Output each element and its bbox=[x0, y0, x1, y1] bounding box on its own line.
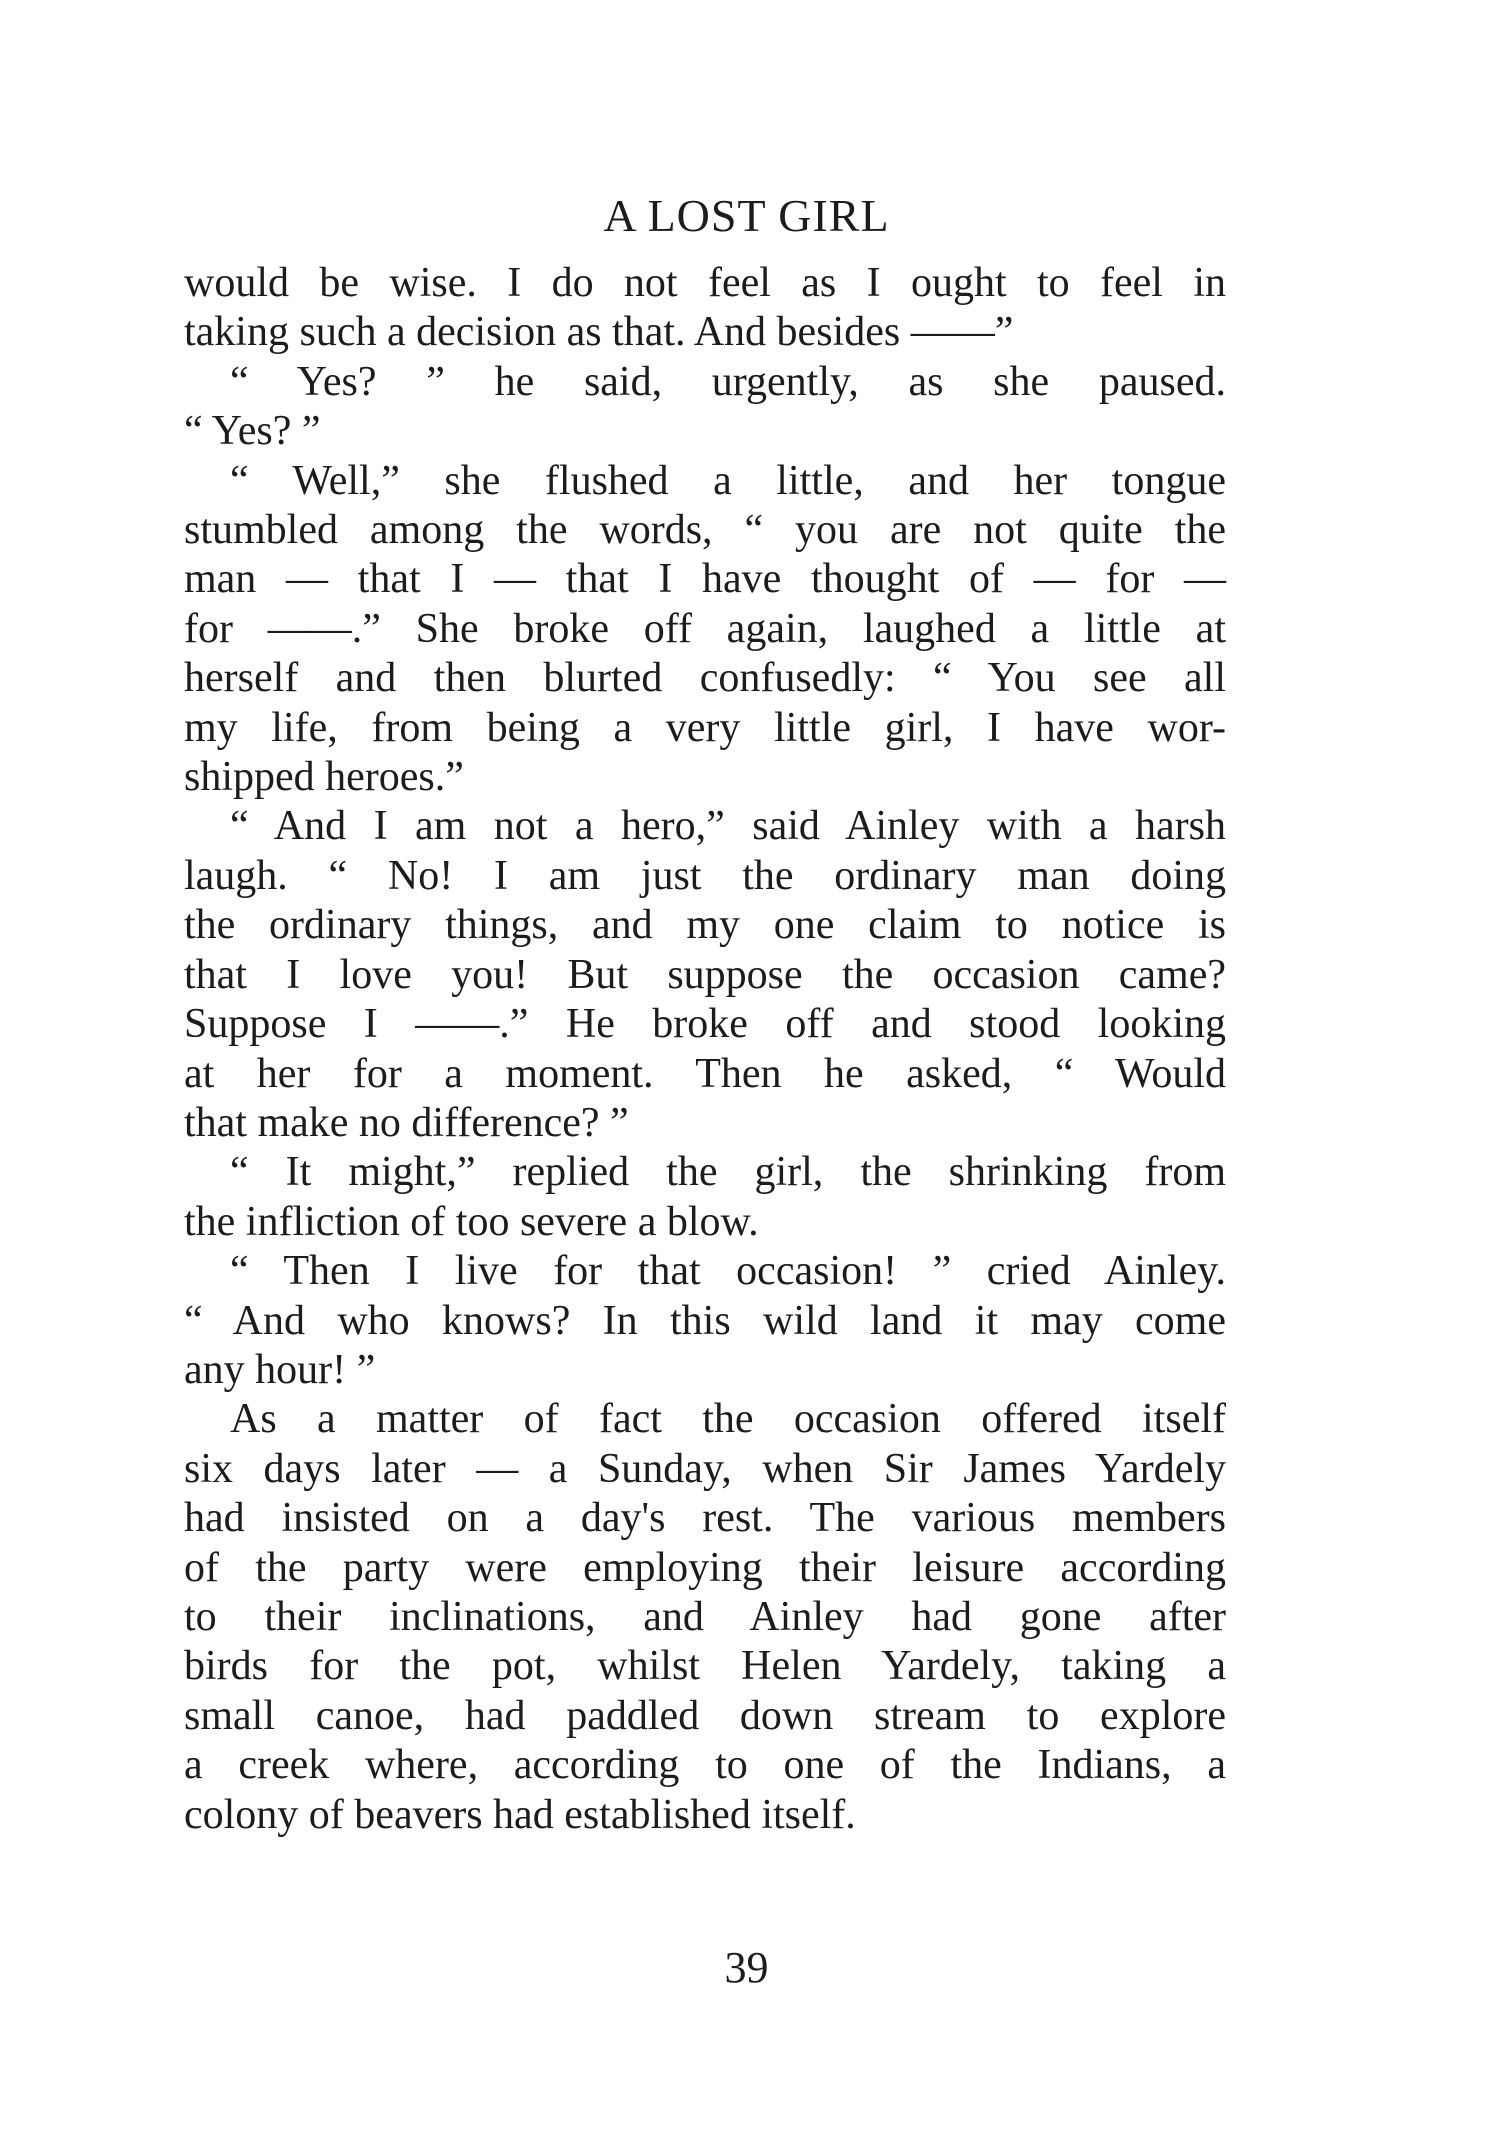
text-line: small canoe, had paddled down stream to explore bbox=[184, 1692, 1226, 1739]
text-line: stumbled among the words, “ you are not quite the bbox=[184, 507, 1226, 554]
text-line: the ordinary things, and my one claim to notice is bbox=[184, 902, 1226, 949]
running-head: A LOST GIRL bbox=[603, 190, 890, 241]
text-line: “ Well,” she flushed a little, and her tongue bbox=[230, 457, 1226, 504]
text-line: “ It might,” replied the girl, the shrinking from bbox=[230, 1149, 1226, 1196]
text-line: that make no difference? ” bbox=[184, 1099, 629, 1146]
text-line: “ Then I live for that occasion! ” cried Ainley. bbox=[230, 1248, 1226, 1295]
text-line: “ And who knows? In this wild land it may come bbox=[184, 1297, 1226, 1344]
text-line: for ——.” She broke off again, laughed a little at bbox=[184, 605, 1226, 652]
text-line: Suppose I ——.” He broke off and stood looking bbox=[184, 1001, 1226, 1048]
text-line: at her for a moment. Then he asked, “ Would bbox=[184, 1050, 1226, 1097]
text-line: the infliction of too severe a blow. bbox=[184, 1198, 759, 1245]
text-line: a creek where, according to one of the Indians, a bbox=[184, 1742, 1226, 1789]
text-line: “ And I am not a hero,” said Ainley with a harsh bbox=[230, 803, 1226, 850]
text-line: “ Yes? ” bbox=[184, 408, 321, 455]
text-line: herself and then blurted confusedly: “ You see all bbox=[184, 655, 1226, 702]
body-text bbox=[184, 259, 1226, 1840]
text-line: As a matter of fact the occasion offered itself bbox=[230, 1396, 1226, 1443]
text-line: my life, from being a very little girl, I have wor- bbox=[184, 704, 1226, 751]
text-line: “ Yes? ” he said, urgently, as she paused. bbox=[230, 358, 1226, 405]
text-line: had insisted on a day's rest. The various members bbox=[184, 1495, 1226, 1542]
text-line: would be wise. I do not feel as I ought to feel in bbox=[184, 260, 1226, 306]
text-line: colony of beavers had established itself. bbox=[184, 1791, 856, 1838]
text-line: taking such a decision as that. And besides ——” bbox=[184, 309, 1014, 356]
text-line: shipped heroes.” bbox=[184, 754, 464, 801]
text-line: man — that I — that I have thought of — for — bbox=[184, 556, 1226, 603]
text-line: six days later — a Sunday, when Sir James Yardely bbox=[184, 1445, 1226, 1492]
text-line: laugh. “ No! I am just the ordinary man doing bbox=[184, 852, 1226, 899]
page-number: 39 bbox=[724, 1943, 769, 1992]
text-line: that I love you! But suppose the occasion came? bbox=[184, 951, 1226, 998]
text-line: of the party were employing their leisure according bbox=[184, 1544, 1226, 1591]
text-line: any hour! ” bbox=[184, 1346, 376, 1393]
text-line: birds for the pot, whilst Helen Yardely, taking a bbox=[184, 1643, 1226, 1690]
text-line: to their inclinations, and Ainley had gone after bbox=[184, 1593, 1226, 1640]
